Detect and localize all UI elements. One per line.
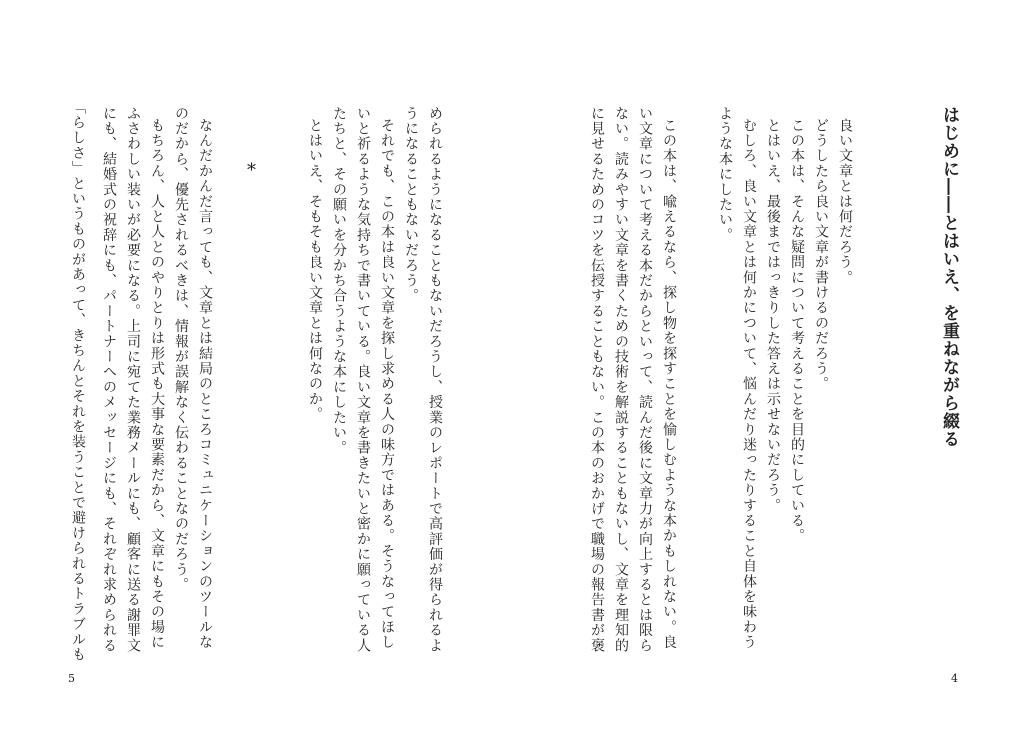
text-line: められるようになることもないだろうし、授業のレポートで高評価が得られるよ <box>427 106 443 654</box>
text-line: に見せるためのコツを伝授することもない。この本のおかげで職場の報告書が褒 <box>589 106 605 654</box>
chapter-heading: はじめに――とはいえ、を重ねながら綴る <box>939 106 959 448</box>
text-line: たちと、その願いを分かち合うような本にしたい。 <box>331 106 347 456</box>
text-line: にも、結婚式の祝辞にも、パートナーへのメッセージにも、それぞれ求められる <box>101 106 117 654</box>
text-line: のだから、優先されるべきは、情報が誤解なく伝わることなのだろう。 <box>173 106 189 593</box>
text-line: この本は、喩えるなら、探し物を探すことを愉しむような本かもしれない。良 <box>661 118 677 650</box>
section-separator: * <box>247 160 256 181</box>
page-number-left: 5 <box>68 672 75 685</box>
text-line: この本は、そんな疑問について考えることを目的にしている。 <box>789 118 805 544</box>
text-line: ない。読みやすい文章を書くための技術を解説することもないし、文章を理知的 <box>613 106 629 654</box>
text-line: とはいえ、最後まではっきりした答えは示せないだろう。 <box>765 118 781 514</box>
text-line: むしろ、良い文章とは何かについて、悩んだり迷ったりすること自体を味わう <box>741 118 757 650</box>
text-line: 良い文章とは何だろう。 <box>837 118 853 286</box>
text-line: いと祈るような気持ちで書いている。良い文章を書きたいと密かに願っている人 <box>355 106 371 654</box>
text-line: ような本にしたい。 <box>717 106 733 243</box>
text-line: とはいえ、そもそも良い文章とは何なのか。 <box>307 118 323 422</box>
text-line: それでも、この本は良い文章を探し求める人の味方ではある。そうなってほし <box>379 118 395 650</box>
text-line: どうしたら良い文章が書けるのだろう。 <box>813 118 829 392</box>
text-line: い文章について考える本だからといって、読んだ後に文章力が向上するとは限ら <box>637 106 653 654</box>
text-line: うになることもないだろう。 <box>403 106 419 304</box>
text-line: もちろん、人と人とのやりとりは形式も大事な要素だから、文章にもその場に <box>149 118 165 650</box>
text-line: 「らしさ」というものがあって、きちんとそれを装うことで避けられるトラブルも <box>70 100 86 663</box>
page-number-right: 4 <box>951 672 958 685</box>
text-line: ふさわしい装いが必要になる。上司に宛てた業務メールにも、顧客に送る謝罪文 <box>125 106 141 654</box>
text-line: なんだかんだ言っても、文章とは結局のところコミュニケーションのツールな <box>197 118 213 650</box>
